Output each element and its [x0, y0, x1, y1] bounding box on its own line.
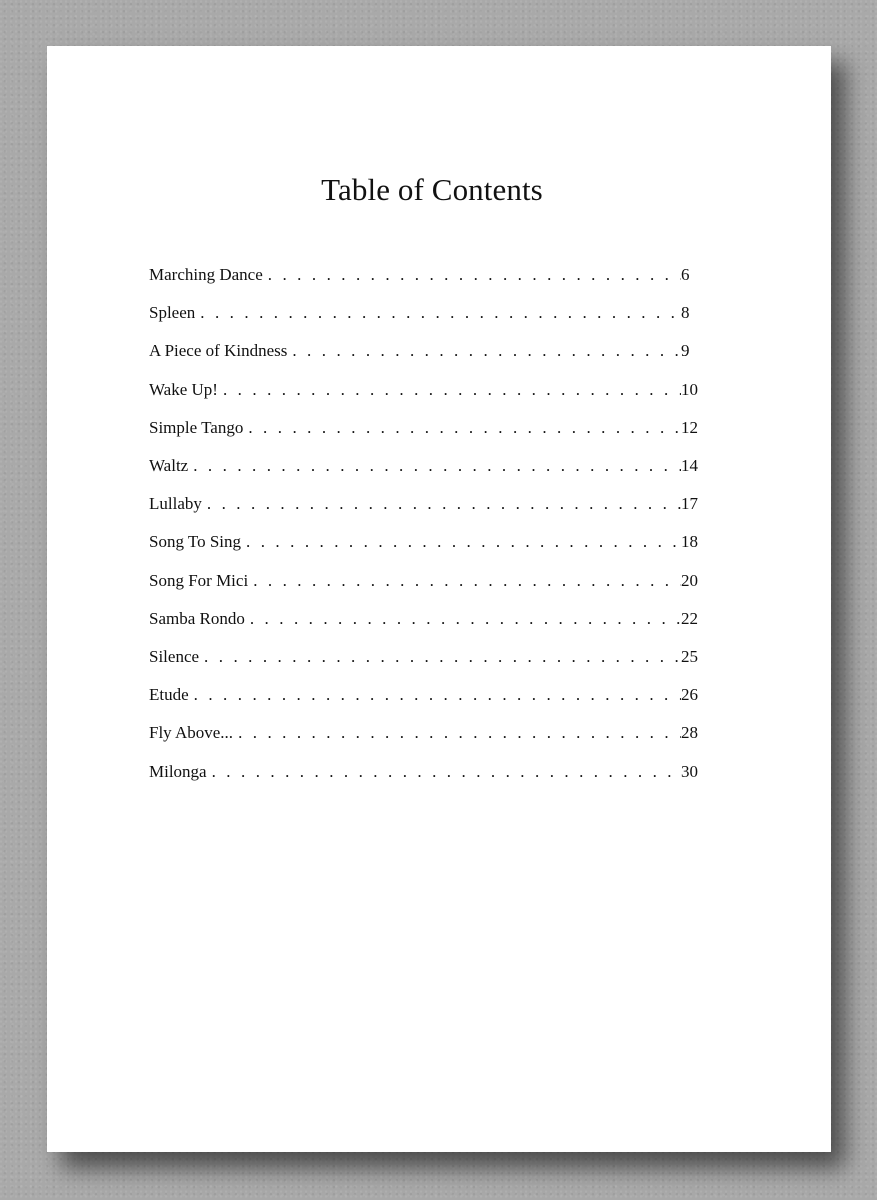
- toc-entry-page: 10: [681, 379, 698, 399]
- toc-entry-page: 28: [681, 723, 698, 743]
- dot-leader: [189, 684, 681, 706]
- toc-entry-page: 20: [681, 570, 698, 590]
- toc-entry-page: 9: [681, 341, 690, 361]
- toc-entry-title: Lullaby: [149, 494, 202, 514]
- toc-entry-page: 26: [681, 685, 698, 705]
- toc-entry: [149, 256, 701, 294]
- dot-leader: [243, 417, 681, 439]
- document-page: [47, 46, 831, 1152]
- dot-leader: [241, 531, 681, 553]
- toc-entry-title: Song To Sing: [149, 532, 242, 552]
- dot-leader: [195, 302, 681, 324]
- toc-entry: [149, 676, 701, 714]
- toc-entry-page: 6: [681, 265, 690, 285]
- toc-entry-page: 8: [681, 303, 690, 323]
- toc-entry-title: Wake Up!: [149, 379, 218, 399]
- toc-entry-title: Waltz: [149, 456, 189, 476]
- toc-entry: [149, 562, 701, 600]
- toc-entry-page: 14: [681, 456, 698, 476]
- dot-leader: [245, 608, 681, 630]
- toc-entry-page: 22: [681, 608, 698, 628]
- dot-leader: [199, 646, 681, 668]
- table-of-contents: [149, 256, 701, 791]
- toc-entry-page: 17: [681, 494, 698, 514]
- toc-entry-page: 12: [681, 417, 698, 437]
- toc-entry: [149, 371, 701, 409]
- toc-entry-title: Silence: [149, 646, 200, 666]
- toc-entry: [149, 485, 701, 523]
- toc-entry-page: 25: [681, 646, 698, 666]
- toc-entry: [149, 714, 701, 752]
- toc-entry: [149, 409, 701, 447]
- toc-entry: [149, 294, 701, 332]
- toc-entry-title: Marching Dance: [149, 265, 263, 285]
- dot-leader: [287, 340, 681, 362]
- toc-entry: [149, 752, 701, 790]
- dot-leader: [207, 761, 681, 783]
- toc-entry: [149, 447, 701, 485]
- toc-entry-page: 18: [681, 532, 698, 552]
- toc-entry: [149, 332, 701, 370]
- toc-entry-title: Song For Mici: [149, 570, 249, 590]
- dot-leader: [202, 493, 681, 515]
- dot-leader: [263, 264, 681, 286]
- toc-entry-title: Simple Tango: [149, 417, 244, 437]
- toc-entry-title: Milonga: [149, 761, 207, 781]
- dot-leader: [218, 379, 681, 401]
- toc-entry-title: Spleen: [149, 303, 196, 323]
- toc-entry-title: Fly Above...: [149, 723, 234, 743]
- dot-leader: [233, 722, 681, 744]
- dot-leader: [188, 455, 681, 477]
- toc-entry-title: Etude: [149, 685, 189, 705]
- toc-entry: [149, 523, 701, 561]
- toc-entry-page: 30: [681, 761, 698, 781]
- page-title: Table of Contents: [321, 172, 543, 207]
- toc-entry-title: Samba Rondo: [149, 608, 245, 628]
- toc-entry: [149, 638, 701, 676]
- dot-leader: [248, 570, 681, 592]
- toc-entry-title: A Piece of Kindness: [149, 341, 288, 361]
- toc-entry: [149, 600, 701, 638]
